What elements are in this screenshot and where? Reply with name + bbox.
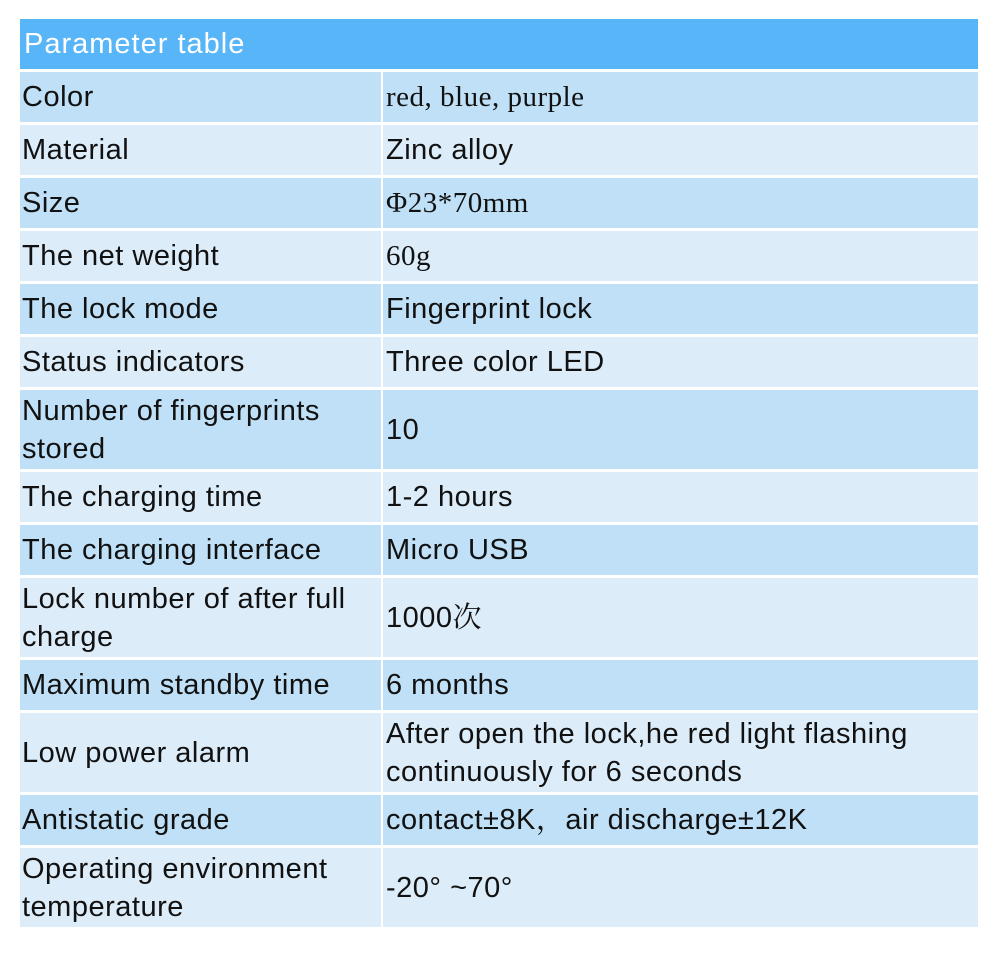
table-row xyxy=(20,657,978,710)
table-row xyxy=(20,469,978,522)
table-row xyxy=(20,281,978,334)
row-label: The charging time xyxy=(20,472,383,522)
row-value: red, blue, purple xyxy=(386,81,585,113)
table-title: Parameter table xyxy=(20,19,978,69)
table-row xyxy=(20,228,978,281)
row-value: 6 months xyxy=(386,669,510,701)
row-value: Micro USB xyxy=(386,534,530,566)
row-label: Maximum standby time xyxy=(20,660,383,710)
row-value: Zinc alloy xyxy=(386,134,514,166)
table-row xyxy=(20,845,978,927)
row-label: The net weight xyxy=(20,231,383,281)
row-label: Status indicators xyxy=(20,337,383,387)
row-label: Antistatic grade xyxy=(20,795,383,845)
table-row xyxy=(20,792,978,845)
row-label: The charging interface xyxy=(20,525,383,575)
table-row xyxy=(20,710,978,792)
row-value: Three color LED xyxy=(386,346,605,378)
row-value: 1000次 xyxy=(386,601,483,634)
row-label: Low power alarm xyxy=(20,713,383,792)
parameter-table xyxy=(20,19,978,927)
table-row xyxy=(20,175,978,228)
row-value: 1-2 hours xyxy=(386,481,514,513)
row-value: 60g xyxy=(386,240,431,272)
row-value: After open the lock,he red light flashing continuously for 6 seconds xyxy=(386,717,908,788)
row-label: Number of fingerprints stored xyxy=(20,390,383,469)
row-label: Operating environment temperature xyxy=(20,848,383,927)
table-row xyxy=(20,69,978,122)
table-row xyxy=(20,334,978,387)
row-label: The lock mode xyxy=(20,284,383,334)
row-value: Φ23*70mm xyxy=(386,187,529,219)
row-value: Fingerprint lock xyxy=(386,293,593,325)
table-row xyxy=(20,522,978,575)
table-row xyxy=(20,575,978,657)
table-row xyxy=(20,122,978,175)
row-value: -20° ~70° xyxy=(386,871,513,904)
table-row xyxy=(20,387,978,469)
row-label: Size xyxy=(20,178,383,228)
row-label: Color xyxy=(20,72,383,122)
row-value: contact±8K，air discharge±12K xyxy=(386,804,808,836)
row-label: Lock number of after full charge xyxy=(20,578,383,657)
row-label: Material xyxy=(20,125,383,175)
row-value: 10 xyxy=(386,413,420,446)
